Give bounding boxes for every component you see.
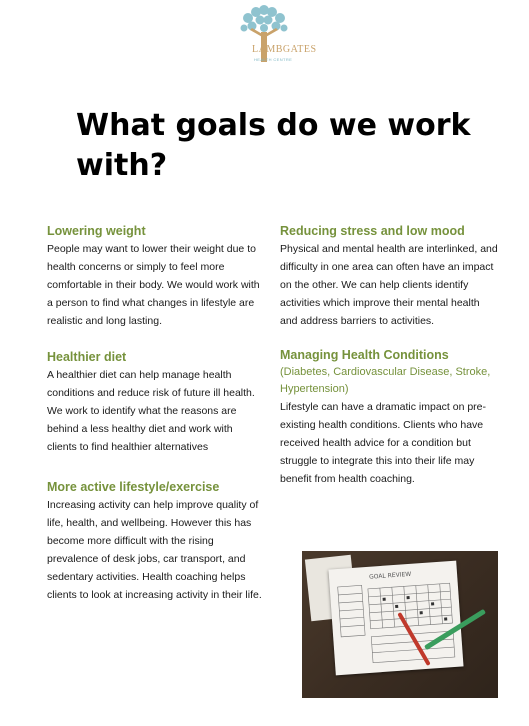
section-body: Increasing activity can help improve quality of life, health, and wellbeing. However this has become more difficult with the rising prevalence of desk jobs, car transport, and sedentary activities. Health coaching helps clients to look at increasing activity in their life. [47,499,262,601]
page-title: What goals do we work with? [76,108,471,183]
section-subheading: (Diabetes, Cardiovascular Disease, Stroke, Hypertension) [280,366,491,395]
section-heading: Managing Health Conditions [280,348,449,362]
goal-review-photo [302,551,498,698]
section-active-lifestyle [47,478,263,604]
lambgates-logo [226,4,326,68]
goal-review-sheet [328,561,463,676]
section-lowering-weight [47,222,263,330]
left-column [47,222,263,604]
section-health-conditions [280,346,498,488]
section-heading: Lowering weight [47,224,146,238]
section-body: Lifestyle can have a dramatic impact on pre-existing health conditions. Clients who have received health advice for a condition but struggle to integrate this into their life may benefit from health coaching. [280,401,487,485]
section-heading: More active lifestyle/exercise [47,480,220,494]
section-heading: Healthier diet [47,350,127,364]
right-column [280,222,498,488]
logo-tagline: HEALTH CENTRE [254,57,293,62]
section-body: A healthier diet can help manage health conditions and reduce risk of future ill health. We work to identify what the reasons are behind a less healthy diet and work with clients to find healthier alternatives [47,369,255,453]
section-heading: Reducing stress and low mood [280,224,465,238]
logo-name: LAMBGATES [252,44,317,55]
paper-heading: GOAL REVIEW [368,570,412,581]
section-body: People may want to lower their weight due to health concerns or simply to feel more comfortable in their body. We would work with a person to find what changes in lifestyle are realistic and long lasting. [47,243,260,327]
section-body: Physical and mental health are interlinked, and difficulty in one area can often have an impact on the other. We can help clients identify activities which improve their mental health and address barriers to activities. [280,243,498,327]
section-stress-mood [280,222,498,330]
goal-table-icon [328,561,463,676]
section-healthier-diet [47,348,263,456]
